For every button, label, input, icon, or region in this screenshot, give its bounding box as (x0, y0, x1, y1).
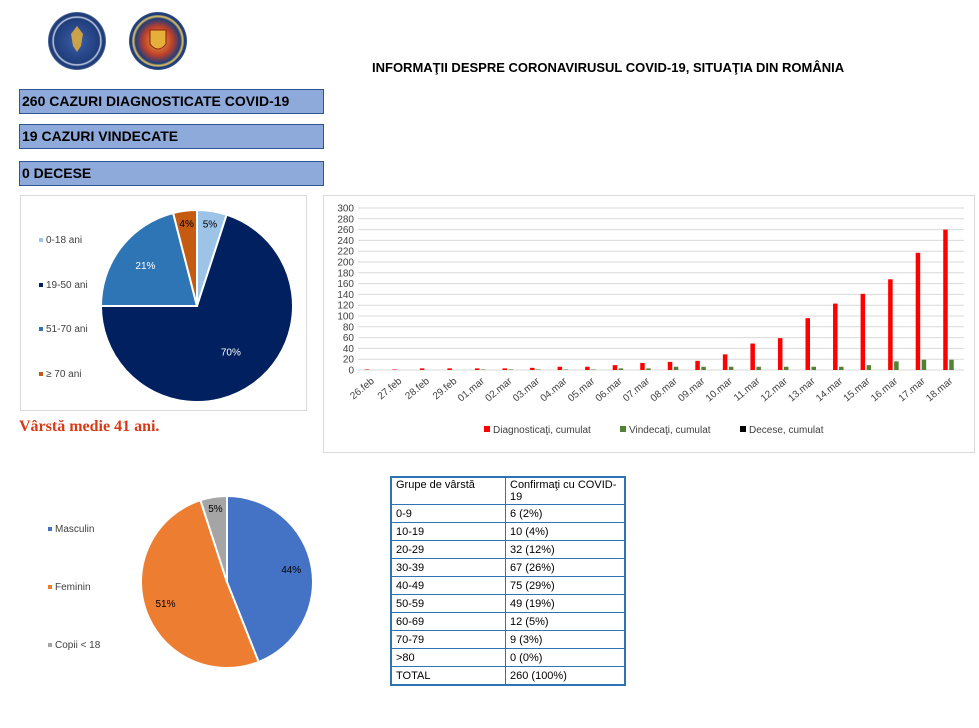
confirmed-cell: 49 (19%) (506, 595, 626, 613)
table-row (391, 649, 625, 667)
page-title: INFORMAŢII DESPRE CORONAVIRUSUL COVID-19, SITUAŢIA DIN ROMÂNIA (372, 60, 845, 75)
x-tick-label: 11.mar (731, 375, 763, 404)
gender-pie-legend-marker (48, 643, 52, 647)
age-pie-data-label: 4% (179, 219, 194, 231)
bar-recovered (481, 369, 486, 370)
x-tick-label: 06.mar (593, 375, 625, 405)
table-row (391, 577, 625, 595)
bar-recovered (894, 361, 899, 370)
recovered-cases-box: 19 CAZURI VINDECATE (19, 124, 324, 149)
age-group-cell: 60-69 (391, 613, 506, 631)
confirmed-cell: 12 (5%) (506, 613, 626, 631)
table-row (391, 613, 625, 631)
confirmed-cell: 67 (26%) (506, 559, 626, 577)
bar-diagnosed (778, 338, 783, 370)
bar-diagnosed (475, 368, 480, 370)
bar-recovered (784, 367, 789, 370)
y-tick-label: 280 (337, 214, 354, 226)
y-tick-label: 20 (342, 354, 354, 366)
gender-pie-data-label: 5% (208, 503, 223, 515)
age-pie-legend-label: ≥ 70 ani (46, 369, 82, 380)
age-pie-panel (20, 195, 307, 411)
x-tick-label: 13.mar (786, 375, 818, 405)
x-tick-label: 05.mar (566, 375, 598, 405)
y-tick-label: 100 (337, 311, 354, 323)
x-tick-label: 01.mar (455, 375, 487, 405)
confirmed-cell: 32 (12%) (506, 541, 626, 559)
x-tick-label: 16.mar (869, 375, 901, 405)
age-group-table (390, 476, 626, 686)
x-tick-label: 14.mar (814, 375, 845, 405)
legend-label: Decese, cumulat (749, 425, 824, 436)
age-pie-legend-marker (39, 283, 43, 287)
table-row (391, 541, 625, 559)
bar-diagnosed (392, 369, 397, 370)
age-group-cell: >80 (391, 649, 506, 667)
bar-recovered (812, 367, 817, 370)
bar-diagnosed (613, 365, 618, 370)
table-row (391, 505, 625, 523)
age-group-cell: 50-59 (391, 595, 506, 613)
legend-label: Diagnosticaţi, cumulat (493, 425, 591, 436)
age-pie-legend-marker (39, 327, 43, 331)
x-tick-label: 02.mar (483, 375, 515, 405)
y-tick-label: 60 (342, 333, 354, 345)
x-tick-label: 18.mar (924, 375, 956, 405)
bar-diagnosed (916, 253, 921, 370)
gender-pie-legend-label: Copii < 18 (55, 640, 101, 651)
bar-diagnosed (503, 368, 508, 370)
confirmed-cell: 75 (29%) (506, 577, 626, 595)
x-tick-label: 10.mar (703, 375, 735, 405)
y-tick-label: 200 (337, 257, 354, 269)
bar-diagnosed (558, 367, 563, 370)
bar-recovered (839, 367, 844, 370)
diagnosed-cases-box: 260 CAZURI DIAGNOSTICATE COVID-19 (19, 89, 324, 114)
header-confirmed: Confirmaţi cu COVID-19 (506, 477, 626, 505)
table-header-row (391, 477, 625, 505)
y-tick-label: 80 (342, 322, 354, 334)
y-tick-label: 220 (337, 246, 354, 258)
age-pie-data-label: 70% (220, 347, 241, 359)
age-pie-legend-marker (39, 372, 43, 376)
header-age-group: Grupe de vârstă (391, 477, 506, 505)
bar-recovered (536, 369, 541, 370)
bar-diagnosed (585, 367, 590, 370)
cases-bar-chart (324, 196, 974, 452)
bar-diagnosed (943, 230, 948, 370)
confirmed-cell: 9 (3%) (506, 631, 626, 649)
bar-recovered (729, 367, 734, 370)
age-group-cell: 40-49 (391, 577, 506, 595)
x-tick-label: 09.mar (676, 375, 708, 405)
bar-recovered (701, 367, 706, 370)
bar-recovered (591, 369, 596, 370)
bar-diagnosed (530, 368, 535, 370)
bar-recovered (756, 367, 761, 370)
x-tick-label: 15.mar (841, 375, 873, 405)
bar-diagnosed (861, 294, 866, 370)
x-tick-label: 28.feb (403, 375, 432, 403)
bar-diagnosed (750, 344, 755, 370)
deaths-box: 0 DECESE (19, 161, 324, 186)
bar-recovered (619, 368, 624, 370)
y-tick-label: 120 (337, 300, 354, 312)
y-tick-label: 40 (342, 343, 354, 355)
confirmed-cell: 0 (0%) (506, 649, 626, 667)
x-tick-label: 12.mar (758, 375, 790, 405)
legend-marker (620, 426, 626, 432)
age-pie-legend-label: 51-70 ani (46, 324, 88, 335)
confirmed-cell: 6 (2%) (506, 505, 626, 523)
gender-pie-data-label: 51% (155, 599, 176, 611)
government-logo (48, 12, 106, 70)
bar-diagnosed (447, 368, 452, 370)
bar-diagnosed (365, 369, 370, 370)
bar-diagnosed (695, 361, 700, 370)
age-pie-data-label: 21% (135, 260, 156, 272)
bar-diagnosed (888, 279, 893, 370)
bar-diagnosed (833, 304, 838, 370)
y-tick-label: 0 (348, 365, 354, 377)
table-row (391, 667, 625, 686)
age-pie-legend-marker (39, 238, 43, 242)
y-tick-label: 140 (337, 289, 354, 301)
y-tick-label: 160 (337, 279, 354, 291)
bar-recovered (674, 367, 679, 370)
age-group-cell: 10-19 (391, 523, 506, 541)
bar-diagnosed (668, 362, 673, 370)
age-pie-data-label: 5% (202, 219, 218, 231)
table-row (391, 523, 625, 541)
gender-pie-legend-marker (48, 527, 52, 531)
x-tick-label: 04.mar (538, 375, 570, 405)
bar-recovered (646, 368, 651, 370)
gender-pie-data-label: 44% (281, 564, 302, 576)
legend-label: Vindecaţi, cumulat (629, 425, 711, 436)
x-tick-label: 17.mar (896, 375, 928, 405)
gender-pie-legend-label: Masculin (55, 524, 95, 535)
bar-diagnosed (806, 318, 811, 370)
age-pie-legend-label: 0-18 ani (46, 235, 83, 246)
ministry-logo (129, 12, 187, 70)
legend-marker (740, 426, 746, 432)
age-group-cell: TOTAL (391, 667, 506, 686)
bar-diagnosed (420, 368, 425, 370)
bar-recovered (867, 365, 872, 370)
confirmed-cell: 260 (100%) (506, 667, 626, 686)
x-tick-label: 26.feb (348, 375, 377, 403)
cases-bar-panel (323, 195, 975, 453)
gender-pie-legend-label: Feminin (55, 582, 91, 593)
x-tick-label: 29.feb (430, 375, 460, 403)
bar-recovered (949, 360, 954, 370)
average-age: Vârstă medie 41 ani. (19, 418, 160, 435)
age-group-cell: 0-9 (391, 505, 506, 523)
age-group-cell: 30-39 (391, 559, 506, 577)
age-group-cell: 20-29 (391, 541, 506, 559)
age-pie-chart (21, 196, 306, 410)
x-tick-label: 03.mar (511, 375, 542, 405)
bar-recovered (509, 369, 514, 370)
x-tick-label: 27.feb (375, 375, 405, 403)
y-tick-label: 180 (337, 268, 354, 280)
table-row (391, 559, 625, 577)
legend-marker (484, 426, 490, 432)
confirmed-cell: 10 (4%) (506, 523, 626, 541)
x-tick-label: 07.mar (621, 375, 653, 405)
age-group-cell: 70-79 (391, 631, 506, 649)
age-pie-legend-label: 19-50 ani (46, 280, 88, 291)
bar-diagnosed (640, 363, 645, 370)
y-tick-label: 240 (337, 235, 354, 247)
y-tick-label: 300 (337, 203, 354, 215)
gender-pie-chart (30, 480, 330, 680)
table-row (391, 595, 625, 613)
gender-pie-legend-marker (48, 585, 52, 589)
x-tick-label: 08.mar (648, 375, 680, 405)
table-row (391, 631, 625, 649)
bar-recovered (564, 369, 569, 370)
bar-recovered (922, 360, 927, 370)
bar-diagnosed (723, 354, 728, 370)
y-tick-label: 260 (337, 225, 354, 237)
